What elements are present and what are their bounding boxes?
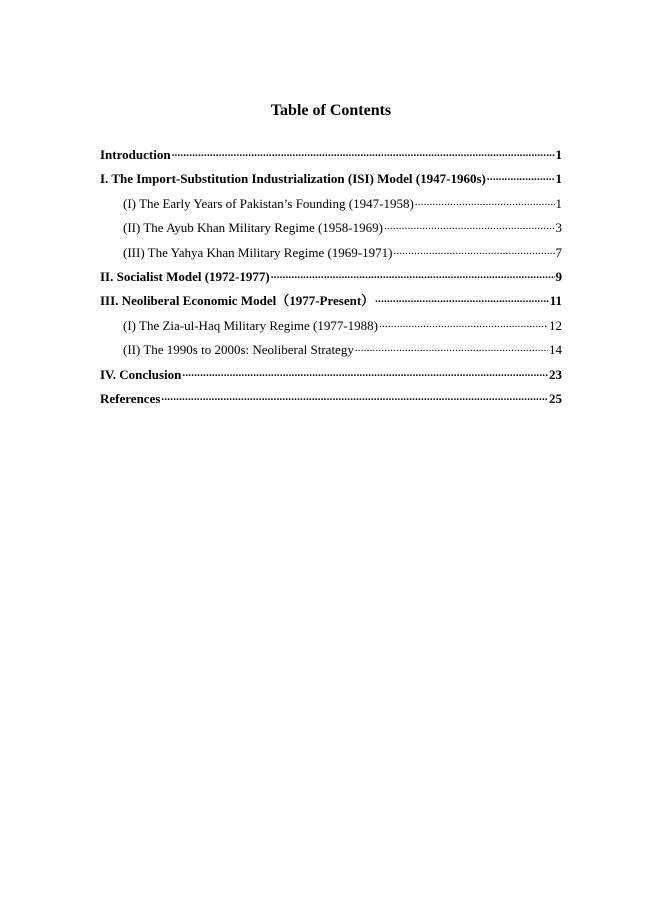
- toc-entry-label: (III) The Yahya Khan Military Regime (1969-1971): [123, 244, 393, 260]
- toc-entry-label: II. Socialist Model (1972-1977): [100, 268, 270, 284]
- toc-entry-ayub-khan[interactable]: [100, 218, 562, 242]
- toc-page-number: 25: [549, 390, 562, 406]
- toc-entry-label: III. Neoliberal Economic Model（1977-Present）: [100, 293, 375, 309]
- dot-leader: [393, 245, 554, 257]
- toc-entry-neoliberal-model[interactable]: [100, 291, 562, 315]
- toc-entry-label: I. The Import-Substitution Industrialization (ISI) Model (1947-1960s): [100, 171, 486, 187]
- toc-page-number: 23: [549, 366, 562, 382]
- toc-entry-label: (I) The Zia-ul-Haq Military Regime (1977-1988): [123, 317, 378, 333]
- toc-entry-early-years[interactable]: [100, 194, 562, 218]
- dot-leader: [182, 367, 548, 379]
- dot-leader: [271, 269, 555, 281]
- toc-entry-label: (II) The Ayub Khan Military Regime (1958-1969): [123, 220, 383, 236]
- table-of-contents: [100, 145, 562, 413]
- toc-entry-label: (I) The Early Years of Pakistan’s Founding (1947-1958): [123, 195, 414, 211]
- toc-page-number: 1: [555, 171, 562, 187]
- toc-entry-label: Introduction: [100, 147, 171, 162]
- toc-entry-zia-ul-haq[interactable]: [100, 316, 562, 340]
- toc-entry-conclusion[interactable]: [100, 365, 562, 389]
- toc-entry-introduction[interactable]: [100, 145, 562, 169]
- toc-entry-label: (II) The 1990s to 2000s: Neoliberal Strategy: [123, 342, 354, 358]
- dot-leader: [172, 147, 555, 159]
- toc-entry-label: IV. Conclusion: [100, 366, 182, 382]
- toc-page-number: 9: [555, 268, 562, 284]
- toc-page-number: 12: [549, 317, 562, 333]
- toc-entry-socialist-model[interactable]: [100, 267, 562, 291]
- dot-leader: [415, 196, 555, 208]
- toc-page-number: 1: [555, 195, 562, 211]
- toc-entry-isi-model[interactable]: [100, 169, 562, 193]
- dot-leader: [355, 342, 548, 354]
- toc-entry-references[interactable]: [100, 389, 562, 413]
- dot-leader: [487, 171, 555, 183]
- toc-page-number: 11: [549, 293, 562, 309]
- dot-leader: [379, 318, 548, 330]
- toc-page-number: 1: [555, 147, 562, 162]
- toc-entry-1990s-2000s[interactable]: [100, 340, 562, 364]
- dot-leader: [375, 293, 549, 305]
- dot-leader: [384, 220, 555, 232]
- page-title: Table of Contents: [270, 102, 392, 119]
- toc-page-number: 3: [555, 220, 562, 236]
- toc-entry-label: References: [100, 390, 161, 406]
- toc-page-number: 7: [555, 244, 562, 260]
- toc-entry-yahya-khan[interactable]: [100, 243, 562, 267]
- dot-leader: [161, 391, 548, 403]
- toc-page-number: 14: [549, 342, 562, 358]
